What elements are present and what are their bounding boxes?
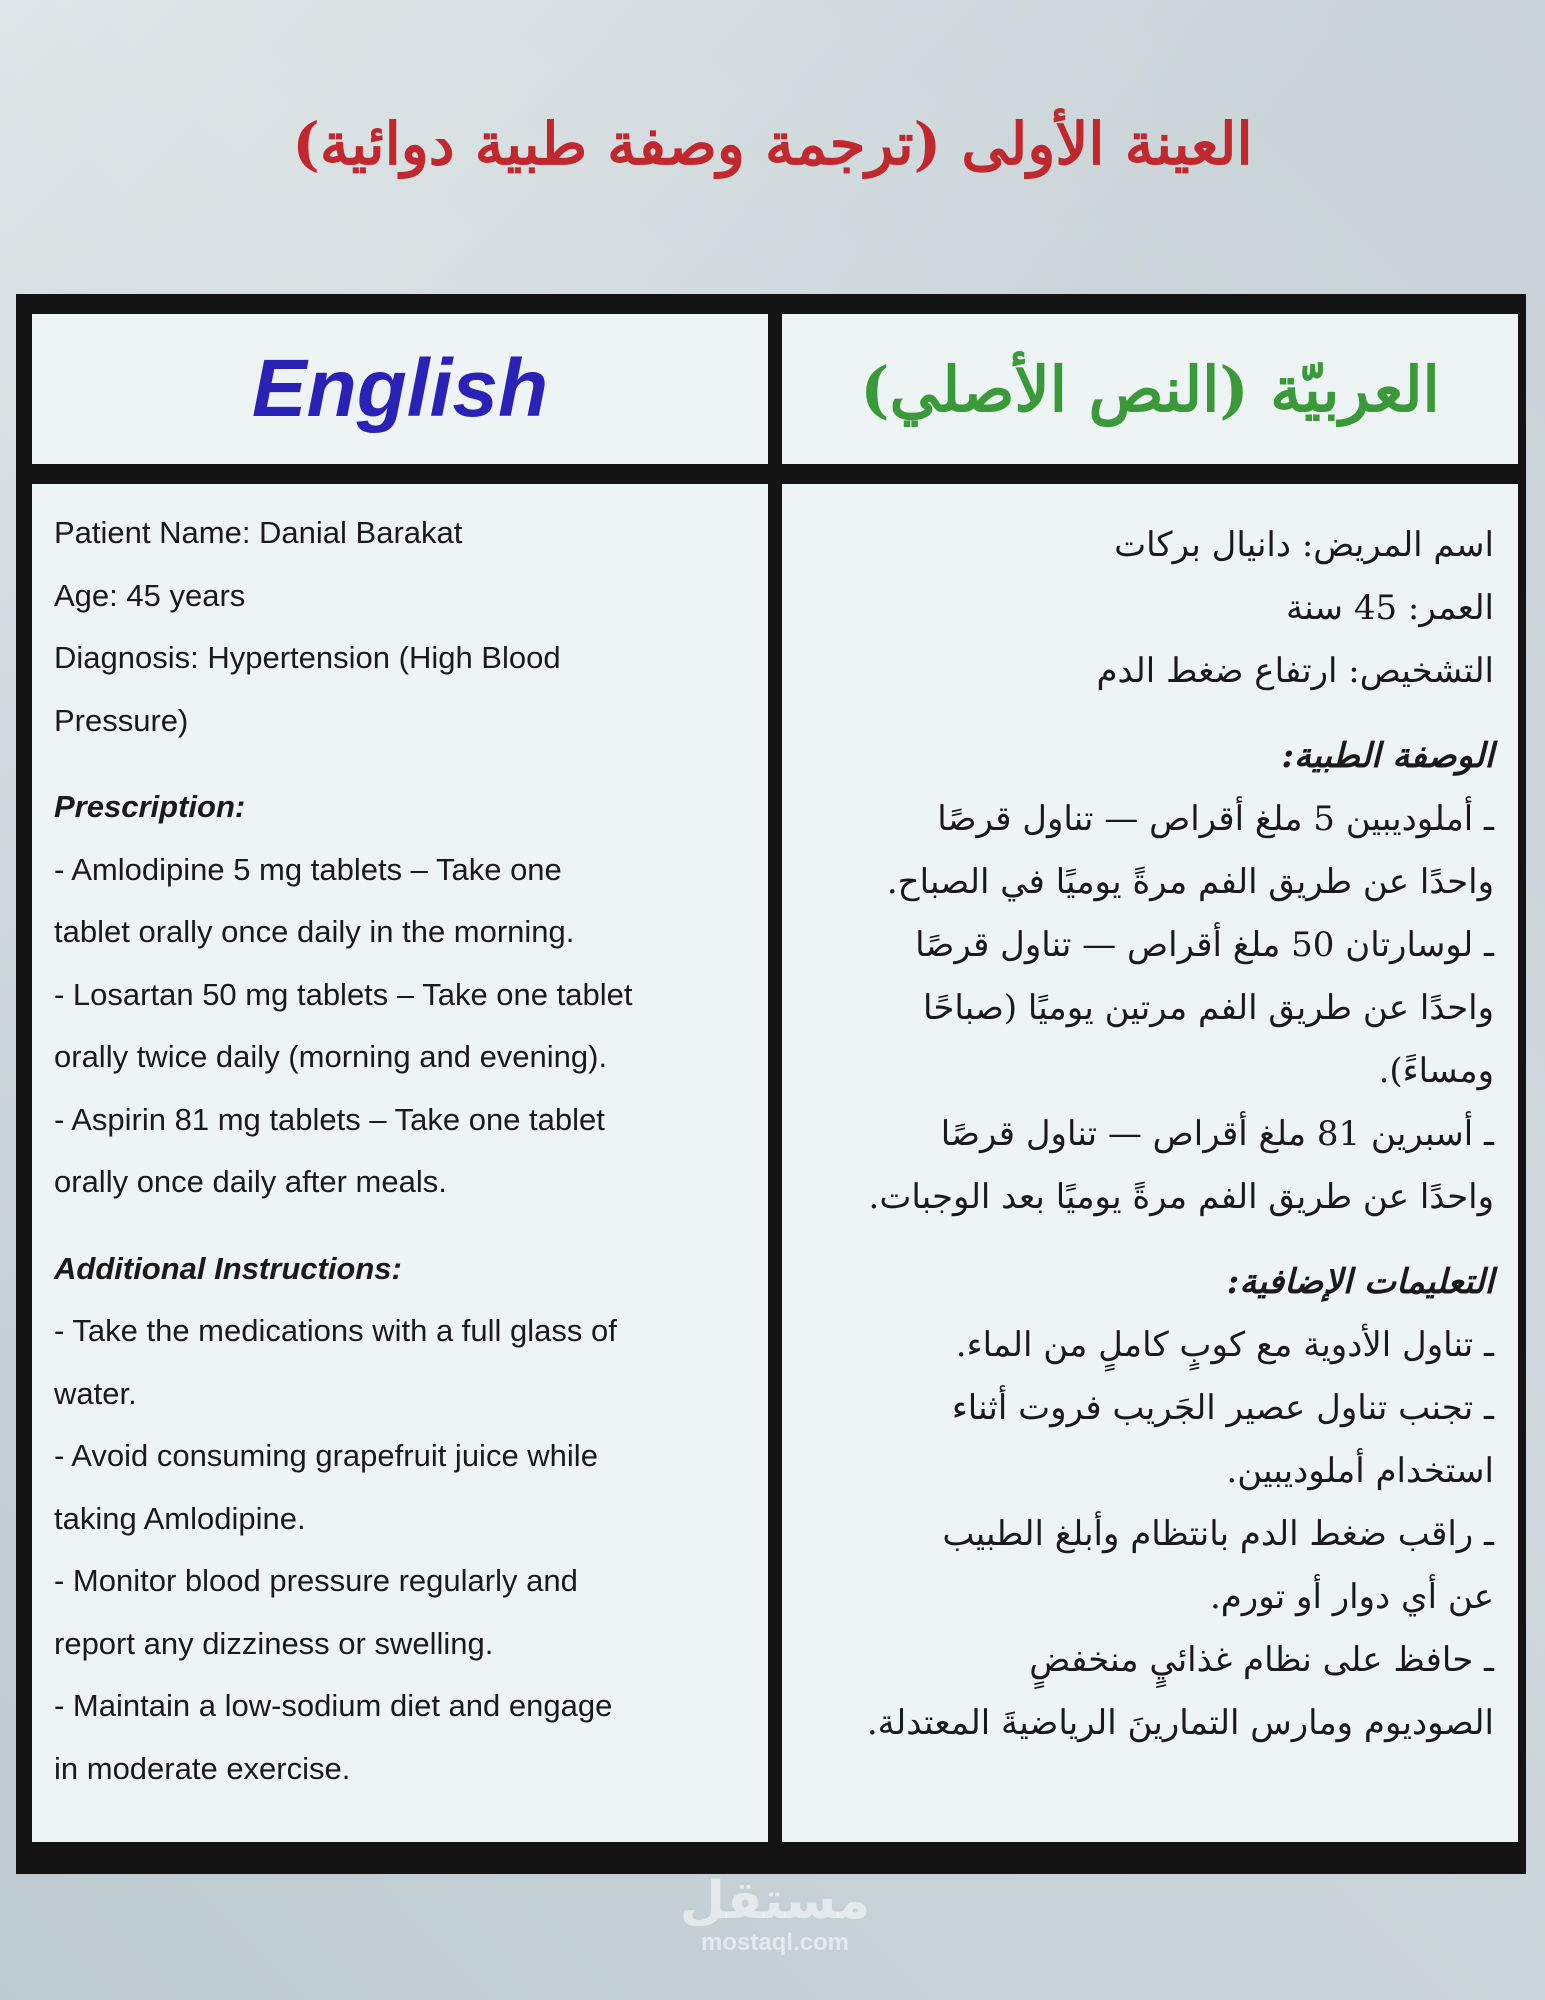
prescription-heading: Prescription:: [54, 789, 246, 824]
rx-line-ar: واحدًا عن طريق الفم مرةً يوميًا بعد الوجبات.: [868, 1177, 1494, 1217]
instructions-heading-ar: التعليمات الإضافية:: [1226, 1262, 1494, 1302]
instruction-line-ar: ـ حافظ على نظام غذائيٍ منخفضٍ: [1029, 1640, 1494, 1680]
watermark: [660, 1872, 890, 1956]
instruction-line: - Avoid consuming grapefruit juice while: [54, 1438, 598, 1473]
instructions-heading: Additional Instructions:: [54, 1250, 402, 1286]
header-english: English: [251, 343, 549, 434]
header-english-cell: [32, 314, 768, 464]
diagnosis-line-2: Pressure): [54, 702, 189, 738]
instruction-line-ar: الصوديوم ومارس التمارينَ الرياضيةَ المعتدلة.: [866, 1703, 1494, 1743]
instruction-line: taking Amlodipine.: [54, 1500, 306, 1536]
instruction-line-ar: عن أي دوار أو تورم.: [1209, 1577, 1494, 1617]
page-title: العينة الأولى (ترجمة وصفة طبية دوائية): [292, 110, 1253, 178]
instruction-line: in moderate exercise.: [54, 1750, 351, 1786]
prescription-heading-ar: الوصفة الطبية:: [1281, 736, 1494, 776]
diagnosis-ar: التشخيص: ارتفاع ضغط الدم: [1096, 651, 1494, 691]
instruction-line-ar: ـ راقب ضغط الدم بانتظام وأبلغ الطبيب: [942, 1514, 1494, 1554]
diagnosis-line-1: Diagnosis: Hypertension (High Blood: [54, 640, 561, 675]
rx-line: orally once daily after meals.: [54, 1164, 447, 1199]
translation-table: [16, 294, 1526, 1874]
rx-line: - Losartan 50 mg tablets – Take one tablet: [54, 976, 633, 1012]
rx-line: tablet orally once daily in the morning.: [54, 914, 575, 949]
rx-line-ar: ـ لوسارتان 50 ملغ أقراص — تناول قرصًا: [915, 925, 1494, 965]
instruction-line: - Maintain a low-sodium diet and engage: [54, 1688, 613, 1723]
header-arabic: العربيّة (النص الأصلي): [860, 352, 1440, 426]
rx-line-ar: ومساءً).: [1378, 1051, 1494, 1091]
instruction-line-ar: ـ تجنب تناول عصير الجَريب فروت أثناء: [951, 1388, 1494, 1428]
header-arabic-cell: [782, 314, 1518, 464]
rx-line: orally twice daily (morning and evening).: [54, 1039, 608, 1074]
instruction-line: - Monitor blood pressure regularly and: [54, 1563, 578, 1598]
watermark-arabic: مستقل: [679, 1871, 871, 1931]
rx-line-ar: ـ أملوديبين 5 ملغ أقراص — تناول قرصًا: [937, 799, 1494, 839]
instruction-line-ar: استخدام أملوديبين.: [1226, 1451, 1494, 1491]
instruction-line: water.: [54, 1375, 137, 1411]
rx-line: - Amlodipine 5 mg tablets – Take one: [54, 851, 562, 887]
rx-line-ar: ـ أسبرين 81 ملغ أقراص — تناول قرصًا: [940, 1114, 1494, 1154]
instruction-line: report any dizziness or swelling.: [54, 1625, 494, 1661]
rx-line-ar: واحدًا عن طريق الفم مرتين يوميًا (صباحًا: [922, 988, 1494, 1028]
rx-line-ar: واحدًا عن طريق الفم مرةً يوميًا في الصباح.: [886, 862, 1494, 902]
patient-name-ar: اسم المريض: دانيال بركات: [1114, 525, 1494, 565]
rx-line: - Aspirin 81 mg tablets – Take one tablet: [54, 1101, 605, 1137]
instruction-line: - Take the medications with a full glass of: [54, 1313, 617, 1348]
instruction-line-ar: ـ تناول الأدوية مع كوبٍ كاملٍ من الماء.: [955, 1325, 1494, 1365]
watermark-latin: mostaql.com: [700, 1929, 850, 1956]
patient-age-ar: العمر: 45 سنة: [1286, 588, 1494, 628]
english-text-panel: [32, 484, 768, 1842]
patient-age: Age: 45 years: [54, 577, 246, 613]
patient-name: Patient Name: Danial Barakat: [54, 515, 463, 550]
arabic-text-panel: [782, 484, 1518, 1842]
